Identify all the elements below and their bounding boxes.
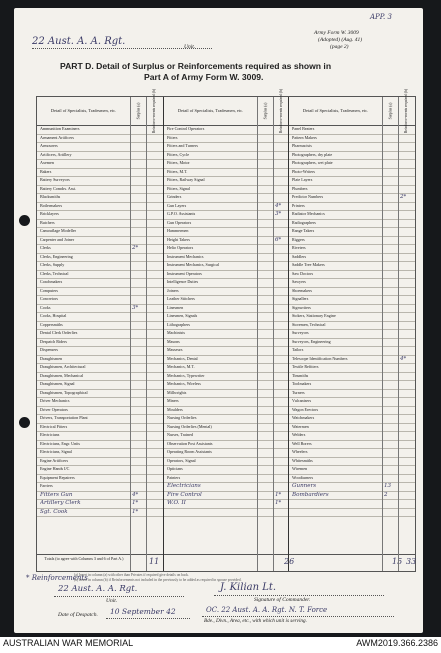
commander-formation: OC. 22 Aust. A. A. Rgt. N. T. Force: [206, 606, 328, 614]
specialist-name: Artillery Clerk: [40, 500, 81, 506]
specialist-name: Sawyers: [292, 279, 306, 284]
surplus-value: 2*: [132, 245, 139, 251]
specialist-name: Whitesmiths: [292, 457, 313, 463]
specialist-name: Storemen, Technical: [292, 321, 326, 327]
specialist-name: Signwriters: [292, 304, 311, 310]
specialist-name: Electricians, Engr. Units: [40, 440, 81, 446]
specialist-name: Coppersmiths: [40, 321, 63, 327]
specialist-name: Pattern Makers: [292, 134, 317, 140]
specialist-name: Wagon Erectors: [292, 406, 319, 412]
specialist-name: Fitters, Signal: [167, 185, 190, 191]
specialist-name: Battery Comdrs. Asst.: [40, 185, 77, 191]
specialist-name: Engine Hands I/C: [40, 466, 70, 471]
specialist-name: Watermen: [292, 423, 309, 429]
specialist-name: Tailors: [292, 347, 304, 352]
despatch-label: Date of Despatch.: [58, 612, 98, 618]
specialist-name: Textile Refitters: [292, 364, 319, 369]
reinforcement-value: 1*: [275, 491, 282, 498]
specialist-name: Masons: [167, 338, 180, 344]
specialist-name: Electricians: [167, 483, 201, 489]
surplus-value: 2: [384, 491, 388, 498]
footer-unit-label: Unit.: [106, 598, 118, 604]
specialist-name: Ammunition Examiners: [40, 126, 80, 131]
header-specialists: Detail of Specialists, Tradesmen, etc.: [50, 108, 117, 114]
surplus-value: 4*: [132, 491, 139, 498]
header-specialists: Detail of Specialists, Tradesmen, etc.: [177, 108, 244, 114]
specialist-name: Gun Layers: [167, 202, 187, 208]
specialist-name: Miners: [167, 398, 179, 403]
total-col3-surplus: 15: [392, 557, 403, 566]
specialist-name: Draughtsmen: [40, 355, 63, 361]
reinforcement-value: 2*: [400, 194, 407, 200]
punch-hole: [19, 417, 30, 428]
reinforcement-value: 4*: [275, 202, 282, 209]
specialist-name: Armament Artificers: [40, 134, 74, 140]
despatch-date: 10 September 42: [110, 607, 176, 616]
specialist-name: Operating Room Assistants: [167, 449, 212, 454]
specialist-name: Concretors: [40, 296, 58, 301]
specialist-name: Opticians: [167, 466, 183, 471]
specialist-name: Clerks, Supply: [40, 262, 65, 267]
specialist-name: Driver Operators: [40, 406, 68, 412]
specialist-name: Radiator Mechanics: [292, 211, 325, 216]
caption-left: AUSTRALIAN WAR MEMORIAL: [3, 638, 134, 648]
specialist-name: Fitters, Cycle: [167, 151, 190, 157]
specialist-name: Fire Control: [167, 491, 202, 498]
specialist-name: Equipment Repairers: [40, 474, 75, 480]
specialist-name: Artificers, Artillery: [40, 151, 72, 157]
specialist-name: Toolmakers: [292, 381, 312, 386]
specialist-name: Linesmen, Signals: [167, 313, 198, 318]
specialist-name: Saw Doctors: [292, 270, 314, 276]
specialist-name: Fitters: [167, 134, 178, 140]
specialist-name: Driver Mechanics: [40, 398, 70, 403]
specialist-name: Nursing Orderlies (Mental): [167, 423, 212, 429]
specialist-name: Mechanics, Dental: [167, 355, 198, 361]
specialist-name: Photographers, wet plate: [292, 160, 333, 165]
specialist-name: Signallers: [292, 296, 309, 301]
specialist-name: Plumbers: [292, 185, 308, 191]
specialist-name: Stokers, Stationary Engine: [292, 313, 336, 318]
archive-caption: [0, 637, 441, 653]
specialist-name: Watchmakers: [292, 415, 315, 420]
specialist-name: Battery Surveyors: [40, 177, 70, 182]
specialist-name: Bakers: [40, 168, 52, 174]
specialist-name: Photo-Writers: [292, 168, 316, 174]
form-sheet: [14, 8, 423, 633]
header-surplus: Surplus (a): [263, 102, 267, 120]
totals-label: Totals (to agree with Columns 3 and 6 of Part A.): [44, 556, 124, 561]
specialist-name: Intelligence Duties: [167, 279, 199, 284]
specialist-name: Masseurs: [167, 347, 183, 352]
specialist-name: Dental Clerk Orderlies: [40, 330, 78, 335]
specialist-name: Shoemakers: [292, 287, 313, 293]
specialist-name: Panel Beaters: [292, 126, 315, 131]
specialist-name: Electricians: [40, 432, 60, 437]
specialist-name: Draughtsmen, Signal: [40, 381, 75, 386]
specialist-name: Turners: [292, 389, 305, 395]
unit-label: Unit.: [184, 44, 196, 50]
specialist-name: Armourers: [40, 143, 58, 148]
specialist-name: Bricklayers: [40, 211, 59, 216]
specialist-name: Computers: [40, 287, 58, 293]
specialist-name: Fire Control Operators: [167, 126, 205, 131]
specialist-name: Coachmakers: [40, 279, 63, 284]
caption-right: AWM2019.366.2386: [356, 638, 438, 648]
title-line-1: PART D. Detail of Surplus or Reinforcements required as shown in: [60, 61, 332, 71]
specialist-name: Mechanics, M.T.: [167, 364, 195, 369]
table-row: [37, 508, 415, 518]
surplus-value: 13: [384, 483, 392, 489]
specialist-name: Bombardiers: [292, 491, 329, 498]
title-line-2: Part A of Army Form W. 3009.: [144, 72, 264, 82]
specialist-name: Clerks: [40, 245, 51, 250]
header-surplus: Surplus (a): [388, 102, 392, 120]
specialist-name: Fitters, Railway Signal: [167, 177, 205, 182]
footer-unit: 22 Aust. A. A. Rgt.: [58, 584, 138, 594]
surplus-value: 1*: [132, 508, 139, 515]
specialist-name: Millwrights: [167, 389, 187, 395]
header-surplus: Surplus (a): [136, 102, 140, 120]
specialist-name: Leather Stitchers: [167, 296, 195, 301]
header-reinforcements: Reinforce-ments required (b): [152, 88, 156, 134]
specialist-name: Joiners: [167, 287, 179, 293]
specialist-name: Draughtsmen, Architectural: [40, 364, 86, 369]
specialist-name: Printers: [292, 202, 305, 208]
specialist-name: Electrical Fitters: [40, 423, 68, 429]
surplus-value: 3*: [132, 304, 139, 311]
header-specialists: Detail of Specialists, Tradesmen, etc.: [302, 108, 369, 114]
specialist-name: Butchers: [40, 219, 55, 225]
specialist-name: G.P.O. Assistants: [167, 211, 196, 216]
specialist-name: Clerks, Technical: [40, 270, 69, 276]
specialist-name: Mechanics, Wireless: [167, 381, 201, 386]
specialist-name: Fitters and Turners: [167, 143, 198, 148]
specialist-name: Fitters, M.T.: [167, 168, 188, 174]
specialist-name: Observation Post Assistants: [167, 440, 213, 446]
specialist-name: Engine Artificers: [40, 457, 69, 463]
specialist-name: Fitters Gun: [40, 491, 73, 498]
formation-label: Bde., Divn., Area, etc., with which unit is serving.: [204, 618, 307, 624]
specialist-name: Telescope Identification Numbers: [292, 355, 348, 361]
specialist-name: Sgt. Cook: [40, 508, 68, 515]
header-reinforcements: Reinforce-ments required (b): [404, 88, 408, 134]
specialist-name: Blacksmiths: [40, 194, 61, 199]
specialist-name: Riveters: [292, 245, 306, 250]
specialist-name: Draughtsmen, Topographical: [40, 389, 88, 395]
specialist-name: Instrument Operators: [167, 270, 202, 276]
page-ref: APP. 3: [370, 13, 392, 21]
specialist-name: Vulcanisers: [292, 398, 312, 403]
specialist-name: Machinists: [167, 330, 185, 335]
specialist-name: Fitters, Motor: [167, 160, 190, 165]
specialist-name: Instrument Mechanics, Surgical: [167, 262, 220, 267]
specialist-name: Cooks: [40, 304, 51, 310]
specialist-name: Photographers, dry plate: [292, 151, 333, 157]
specialist-name: Predictor Numbers: [292, 194, 324, 199]
specialist-name: Drivers, Transportation Plant: [40, 415, 88, 420]
punch-hole: [19, 215, 30, 226]
specialist-name: Carpenter and Joiner: [40, 236, 75, 242]
specialist-name: Linesmen: [167, 304, 184, 310]
specialist-name: Height Takers: [167, 236, 190, 242]
specialist-name: Clerks, Engineering: [40, 253, 73, 259]
specialist-name: Dispensers: [40, 347, 58, 352]
specialist-name: Draughtsmen, Mechanical: [40, 372, 84, 378]
specialist-name: Surveyors, Engineering: [292, 338, 331, 344]
specialist-name: Gunners: [292, 483, 317, 489]
header-reinforcements: Reinforce-ments required (b): [279, 88, 283, 134]
instructions: (a) Insert in column (a) with other than Privates if required give details on back. (b) Insert in column (b) if Reinforcements not included in the previously to be added as required in spouse provided.: [74, 573, 242, 582]
specialist-name: Wiremen: [292, 466, 308, 471]
specialist-name: Lithographers: [167, 321, 190, 327]
commander-signature: J. Kilian Lt.: [220, 582, 277, 593]
specialist-name: Riggers: [292, 236, 305, 242]
reinforcement-value: 3*: [275, 211, 282, 217]
reinforcement-value: 1*: [275, 500, 282, 506]
reinforcement-value: 4*: [400, 355, 407, 362]
specialist-name: Well Borers: [292, 440, 312, 446]
specialist-name: Instrument Mechanics: [167, 253, 204, 259]
specialist-name: Hammermen: [167, 228, 189, 233]
specialist-name: Wheelers: [292, 449, 308, 454]
specialist-name: Nursing Orderlies: [167, 415, 197, 420]
specialist-name: Despatch Riders: [40, 338, 67, 344]
specialist-name: Axemen: [40, 160, 54, 165]
specialist-name: Mechanics, Typewriter: [167, 372, 205, 378]
reinforcement-value: 6*: [275, 236, 282, 243]
specialist-name: Boilermakers: [40, 202, 63, 208]
specialist-name: Surveyors: [292, 330, 309, 335]
surplus-value: 1*: [132, 500, 139, 506]
specialist-name: Woodturners: [292, 474, 314, 480]
specialist-name: Tinsmiths: [292, 372, 309, 378]
specialists-table: [36, 88, 417, 572]
specialist-name: Helio Operators: [167, 245, 194, 250]
specialist-name: Farriers: [40, 483, 53, 488]
specialist-name: Moulders: [167, 406, 183, 412]
total-col2-reinforcements: 26: [284, 557, 295, 566]
form-reference: Army Form W. 3009 (Adopted) (Aug. 41) (page 2): [314, 30, 363, 50]
specialist-name: Saddlers: [292, 253, 307, 259]
unit-name: 22 Aust. A. A. Rgt.: [32, 36, 126, 47]
total-col3-reinforcements: 33: [406, 557, 417, 566]
totals-row: [37, 554, 415, 571]
specialist-name: Radiographers: [292, 219, 316, 225]
specialist-name: Grinders: [167, 194, 182, 199]
specialist-name: Saddle Tree Makers: [292, 262, 325, 267]
specialist-name: Plate Layers: [292, 177, 313, 182]
specialist-name: Painters: [167, 474, 181, 480]
specialist-name: Electricians, Signal: [40, 449, 72, 454]
specialist-name: Nurses, Trained: [167, 432, 193, 437]
signature-label: Signature of Commander.: [254, 597, 311, 603]
specialist-name: Range Takers: [292, 228, 315, 233]
specialist-name: Operators, Signal: [167, 457, 196, 463]
specialist-name: Welders: [292, 432, 306, 437]
specialist-name: Camouflage Modeller: [40, 228, 77, 233]
specialist-name: W.O. II: [167, 500, 186, 506]
total-col1-surplus: 11: [149, 557, 160, 566]
specialist-name: Gun Operators: [167, 219, 192, 225]
specialist-name: Cooks, Hospital: [40, 313, 67, 318]
reinforcements-note: * Reinforcements: [26, 574, 88, 582]
specialist-name: Pharmacists: [292, 143, 312, 148]
